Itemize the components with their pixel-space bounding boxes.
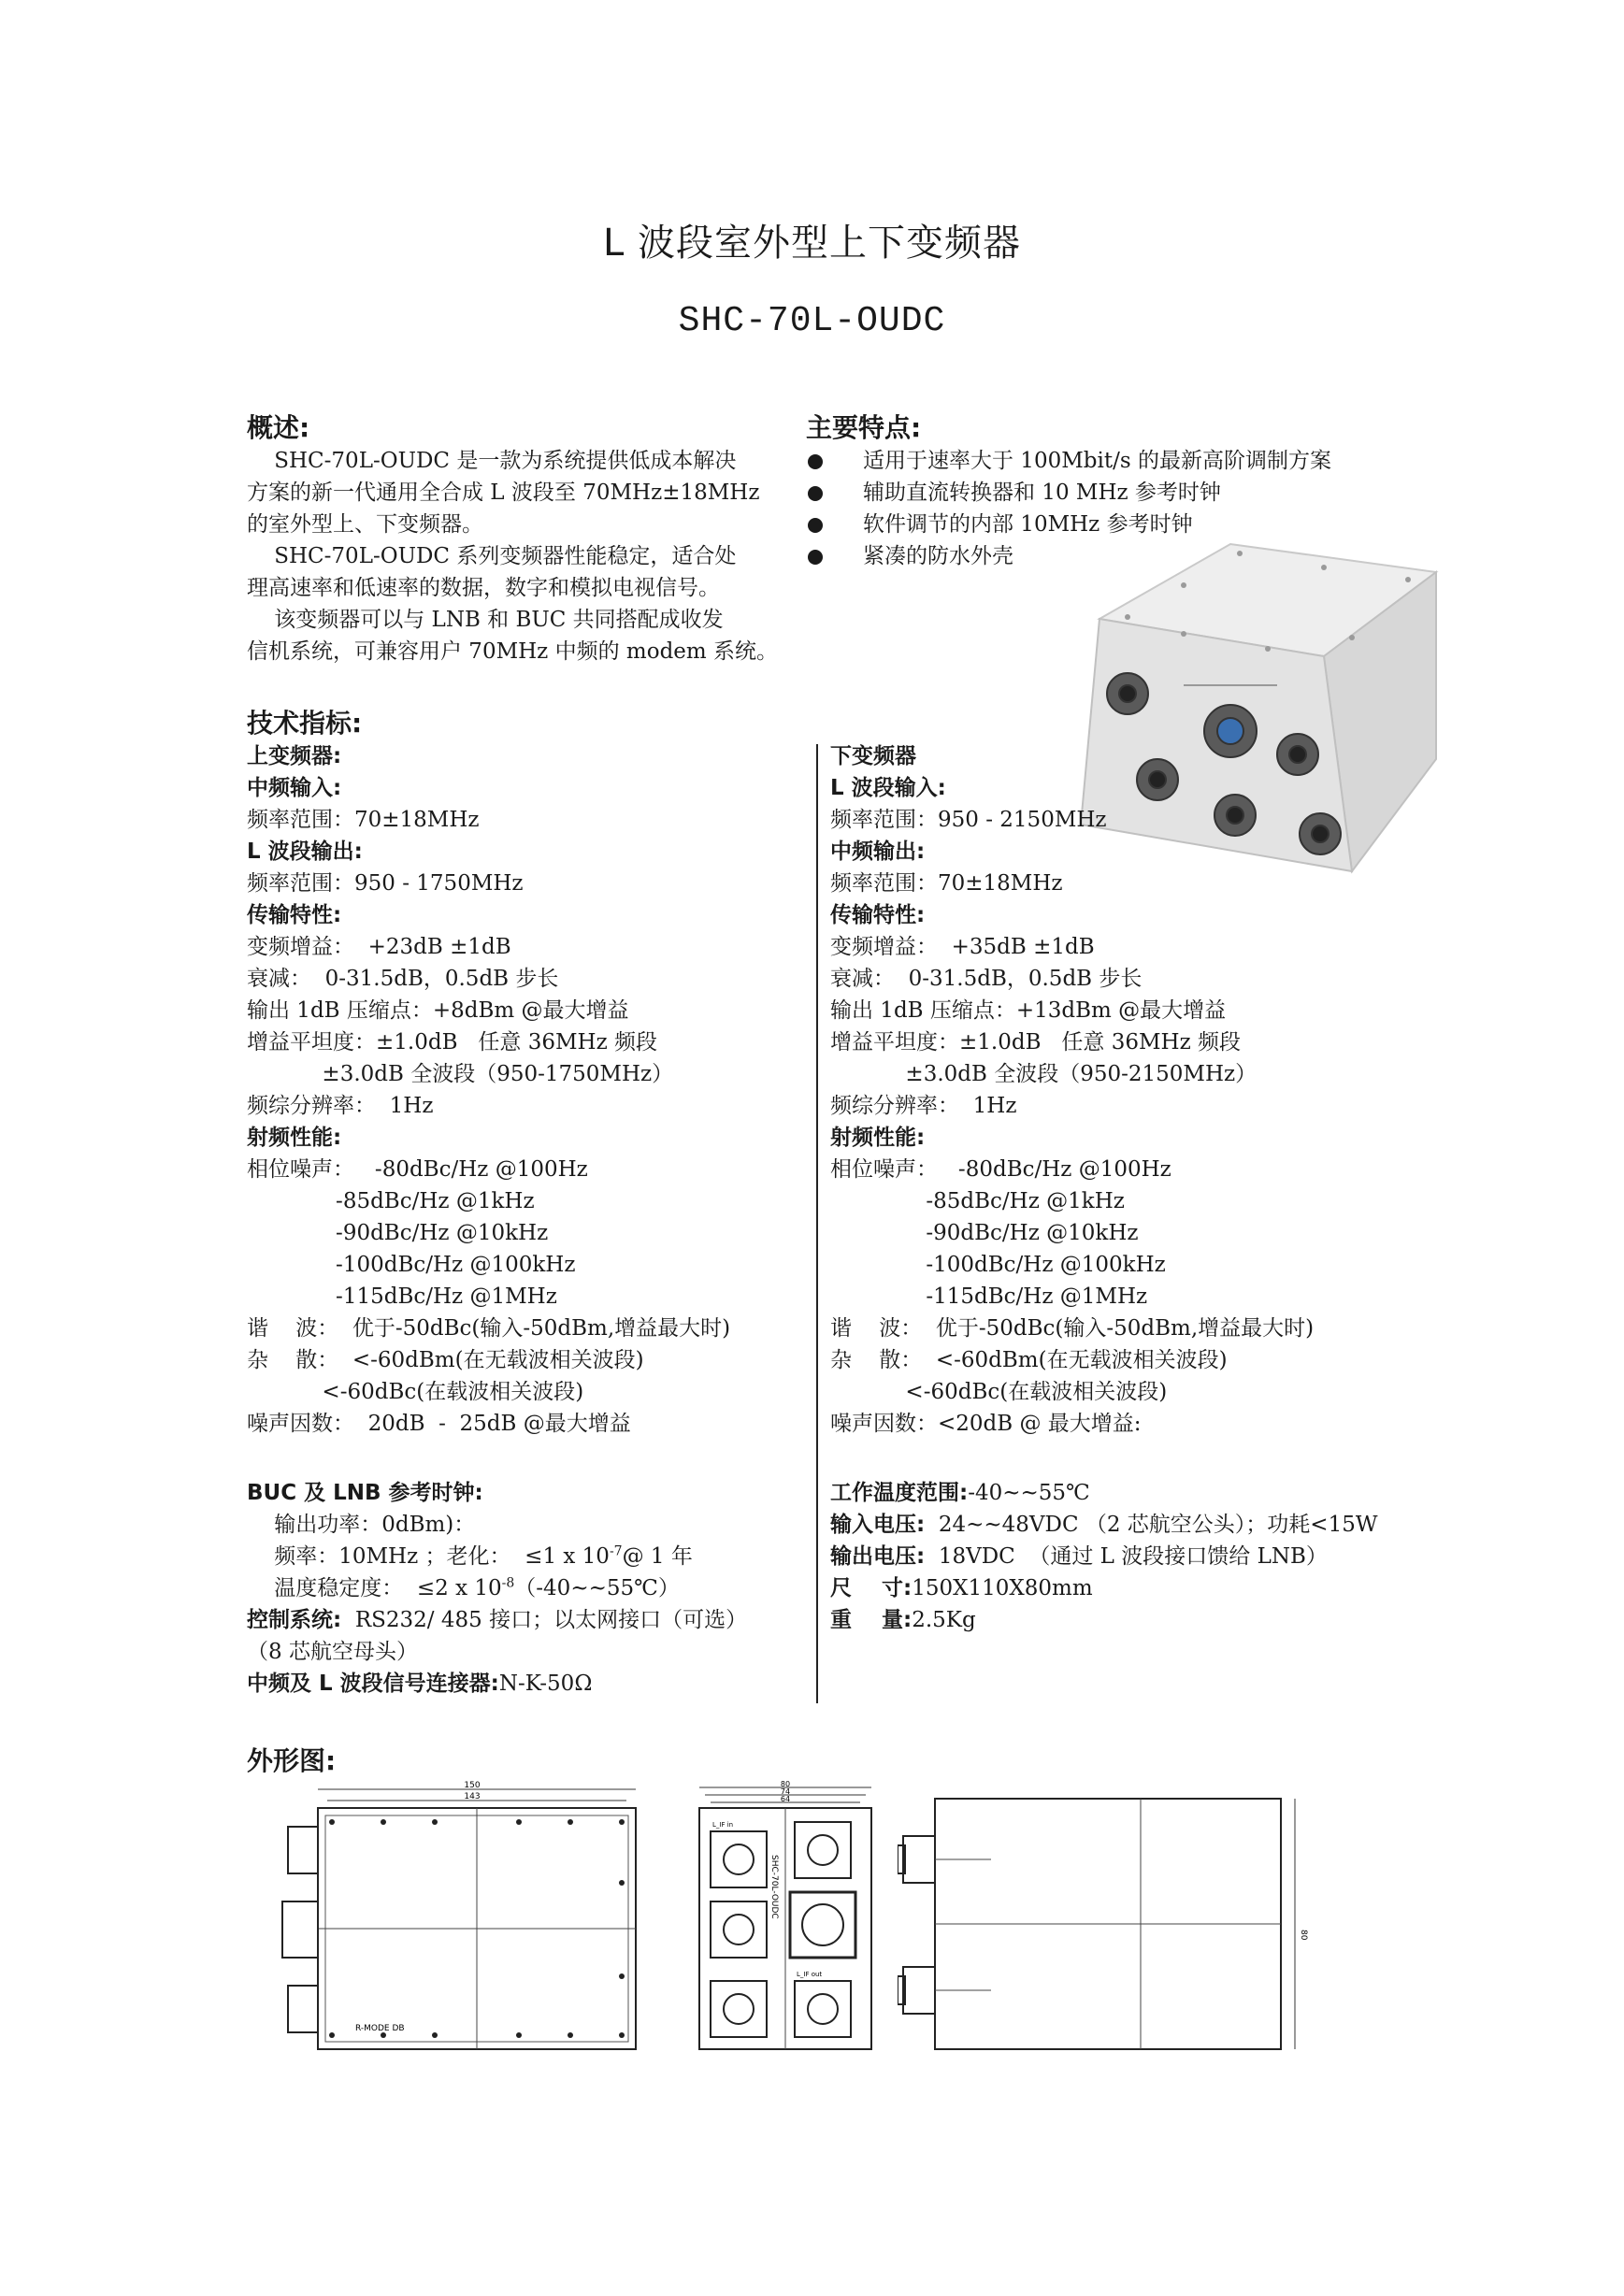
overview-line: 该变频器可以与 LNB 和 BUC 共同搭配成收发 [247,608,724,632]
synth-resolution: 频综分辨率： 1Hz [830,1094,1017,1118]
overview-line: 信机系统，可兼容用户 70MHz 中频的 modem 系统。 [247,639,779,664]
overview-line: 理高速率和低速率的数据，数字和模拟电视信号。 [247,576,720,600]
transmission-label: 传输特性: [247,903,342,927]
ref-clock-power: 输出功率：0dBm)： [247,1513,476,1537]
front-view-drawing [692,1780,879,2051]
phase-noise: -85dBc/Hz @1kHz [247,1189,535,1213]
attenuation: 衰减： 0-31.5dB，0.5dB 步长 [830,967,1143,991]
phase-noise: -90dBc/Hz @10kHz [830,1221,1139,1245]
bullet-icon [808,518,823,533]
ref-clock-section [247,1477,747,1700]
weight: 重 量:2.5Kg [830,1608,976,1632]
dimensions: 尺 寸:150X110X80mm [830,1576,1093,1600]
bullet-icon [808,550,823,565]
input-voltage: 输入电压: 24~~48VDC （2 芯航空公头）；功耗<15W [830,1513,1378,1537]
model-number: SHC-70L-OUDC [678,301,946,341]
feature-item: 辅助直流转换器和 10 MHz 参考时钟 [806,477,1331,509]
if-output-range: 频率范围：70±18MHz [830,871,1063,896]
svg-text:L_IF out: L_IF out [797,1971,823,1978]
ref-clock-label: BUC 及 LNB 参考时钟: [247,1481,483,1505]
svg-text:143: 143 [464,1792,481,1801]
gain-flatness: 增益平坦度：±1.0dB 任意 36MHz 频段 [830,1030,1242,1055]
downconverter-specs [830,740,1314,1440]
if-output-label: 中频输出: [830,839,926,864]
overview-line: SHC-70L-OUDC 系列变频器性能稳定，适合处 [247,544,737,568]
environment-section [830,1477,1377,1636]
p1db: 输出 1dB 压缩点：+8dBm @最大增益 [247,998,629,1023]
svg-text:80: 80 [1299,1930,1308,1941]
outline-heading: 外形图: [247,1745,337,1776]
phase-noise: -90dBc/Hz @10kHz [247,1221,549,1245]
svg-text:150: 150 [464,1781,481,1790]
phase-noise: 相位噪声： -80dBc/Hz @100Hz [247,1157,588,1182]
signal-connector: 中频及 L 波段信号连接器:N-K-50Ω [247,1672,593,1696]
side-view-drawing [898,1780,1309,2051]
bullet-icon [808,486,823,501]
svg-text:R-MODE DB: R-MODE DB [355,2024,405,2033]
overview-line: SHC-70L-OUDC 是一款为系统提供低成本解决 [247,449,737,473]
control-system: 控制系统: RS232/ 485 接口；以太网接口（可选） [247,1608,748,1632]
p1db: 输出 1dB 压缩点：+13dBm @最大增益 [830,998,1227,1023]
feature-item: 软件调节的内部 10MHz 参考时钟 [806,509,1331,540]
harmonics: 谐 波： 优于-50dBc(输入-50dBm,增益最大时) [830,1316,1315,1341]
if-input-range: 频率范围：70±18MHz [247,808,480,832]
spurious: <-60dBc(在载波相关波段) [247,1380,584,1404]
attenuation: 衰减： 0-31.5dB，0.5dB 步长 [247,967,559,991]
gain-flatness: 增益平坦度：±1.0dB 任意 36MHz 频段 [247,1030,658,1055]
noise-figure: 噪声因数：<20dB @ 最大增益: [830,1412,1142,1436]
ref-clock-stability: 温度稳定度： ≤2 x $10^{-8}(-40\sim\sim 55℃)$ [247,1575,680,1600]
gain-flatness-full: ±3.0dB 全波段（950-1750MHz） [247,1062,674,1086]
rf-performance-label: 射频性能: [247,1126,342,1150]
operating-temp: 工作温度范围:-40~~55℃ [830,1481,1090,1505]
l-output-range: 频率范围：950 - 1750MHz [247,871,524,896]
spurious: <-60dBc(在载波相关波段) [830,1380,1168,1404]
upconverter-title: 上变频器: [247,744,342,768]
page-title: L 波段室外型上下变频器 [603,222,1021,265]
specs-heading: 技术指标: [247,708,363,739]
top-view-drawing [280,1780,645,2051]
bullet-icon [808,454,823,469]
rf-performance-label: 射频性能: [830,1126,926,1150]
noise-figure: 噪声因数： 20dB - 25dB @最大增益 [247,1412,631,1436]
overview-body [247,445,778,667]
feature-item: 紧凑的防水外壳 [806,540,1331,572]
conversion-gain: 变频增益： +23dB ±1dB [247,935,511,959]
features-heading: 主要特点: [806,412,922,443]
spurious: 杂 散： <-60dBm(在无载波相关波段) [247,1348,644,1372]
downconverter-title: 下变频器 [830,744,916,768]
feature-item: 适用于速率大于 100Mbit/s 的最新高阶调制方案 [806,445,1331,477]
conversion-gain: 变频增益： +35dB ±1dB [830,935,1095,959]
phase-noise: -115dBc/Hz @1MHz [830,1284,1148,1309]
harmonics: 谐 波： 优于-50dBc(输入-50dBm,增益最大时) [247,1316,731,1341]
overview-line: 的室外型上、下变频器。 [247,512,483,537]
l-input-range: 频率范围：950 - 2150MHz [830,808,1107,832]
overview-line: 方案的新一代通用全合成 L 波段至 70MHz±18MHz [247,481,760,505]
svg-text:80: 80 [780,1780,791,1788]
control-connector: （8 芯航空母头） [247,1640,418,1664]
if-input-label: 中频输入: [247,776,342,800]
transmission-label: 传输特性: [830,903,926,927]
svg-text:64: 64 [780,1795,791,1803]
svg-text:74: 74 [780,1787,791,1796]
phase-noise: -115dBc/Hz @1MHz [247,1284,557,1309]
l-output-label: L 波段输出: [247,839,363,864]
phase-noise: -100dBc/Hz @100kHz [247,1253,576,1277]
svg-text:SHC-70L-OUDC: SHC-70L-OUDC [769,1855,779,1919]
phase-noise: -85dBc/Hz @1kHz [830,1189,1125,1213]
gain-flatness-full: ±3.0dB 全波段（950-2150MHz） [830,1062,1258,1086]
svg-text:L_IF in: L_IF in [712,1821,734,1829]
phase-noise: 相位噪声： -80dBc/Hz @100Hz [830,1157,1171,1182]
synth-resolution: 频综分辨率： 1Hz [247,1094,434,1118]
column-divider [816,744,818,1703]
phase-noise: -100dBc/Hz @100kHz [830,1253,1166,1277]
l-input-label: L 波段输入: [830,776,946,800]
overview-heading: 概述: [247,412,310,443]
output-voltage: 输出电压: 18VDC （通过 L 波段接口馈给 LNB） [830,1544,1328,1569]
upconverter-specs [247,740,730,1440]
spurious: 杂 散： <-60dBm(在无载波相关波段) [830,1348,1228,1372]
ref-clock-frequency: 频率：10MHz ；老化： ≤1 x $10^{-7}@$ 1 年 [247,1543,693,1569]
